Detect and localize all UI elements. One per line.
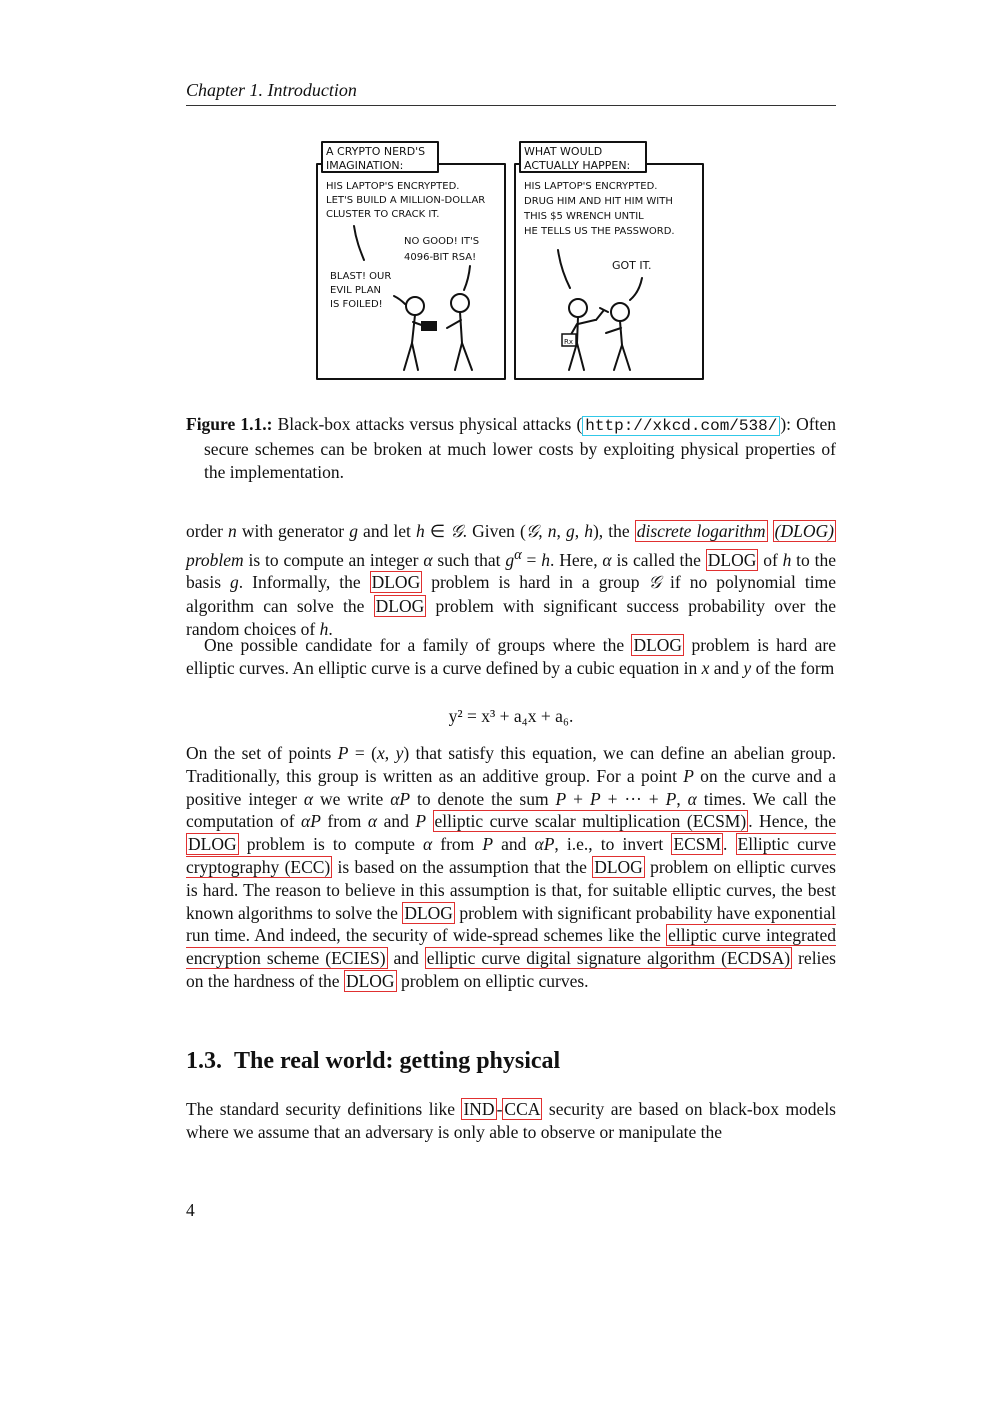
link-ecsm[interactable]: elliptic curve scalar multiplication (ECSM)	[434, 811, 747, 832]
link-ecies[interactable]: elliptic curve integrated encryption scheme (ECIES)	[186, 925, 836, 969]
figure-caption	[186, 413, 836, 484]
link-dlog[interactable]: DLOG	[188, 834, 237, 855]
figure-label: Figure 1.1.:	[186, 414, 273, 434]
page-number: 4	[186, 1200, 195, 1220]
link-dlog[interactable]: DLOG	[404, 902, 453, 923]
left-panel-title: A CRYPTO NERD'S IMAGINATION:	[326, 145, 426, 172]
caption-text-1: Black-box attacks versus physical attacks (	[272, 414, 583, 434]
xkcd-comic-figure	[312, 138, 712, 386]
link-ecdsa[interactable]: elliptic curve digital signature algorithm (ECDSA)	[426, 948, 791, 969]
header-rule	[186, 105, 836, 106]
left-panel-caption: HIS LAPTOP'S ENCRYPTED. LET'S BUILD A MILLION-DOLLAR CLUSTER TO CRACK IT.	[326, 181, 486, 220]
link-ind[interactable]: IND	[463, 1099, 495, 1119]
paragraph-physical: The standard security definitions like IND - CCA security are based on black-box models where we assume that an adversary is only able to observe or manipulate the	[186, 1099, 836, 1142]
right-panel-speech: GOT IT.	[612, 259, 652, 272]
link-dlog-abbrev[interactable]: (DLOG)	[774, 521, 834, 541]
link-dlog[interactable]: DLOG	[633, 635, 683, 655]
link-dlog[interactable]: DLOG	[375, 596, 425, 617]
link-dlog[interactable]: DLOG	[371, 572, 421, 593]
equation-elliptic-curve: y² = x³ + a₄x + a₆.	[448, 706, 574, 726]
link-dlog[interactable]: DLOG	[707, 549, 757, 570]
running-head: Chapter 1. Introduction	[186, 80, 357, 100]
paragraph-elliptic-curves: One possible candidate for a family of groups where the DLOG problem is hard are elliptic curves. An elliptic curve is a curve defined by a cubic equation in x and y of the form	[186, 635, 837, 678]
section-title: The real world: getting physical	[234, 1048, 561, 1074]
svg-text:Rx: Rx	[564, 338, 574, 346]
section-number: 1.3.	[186, 1048, 222, 1074]
section-heading	[186, 1048, 836, 1075]
link-cca[interactable]: CCA	[504, 1099, 541, 1119]
link-ecsm[interactable]: ECSM	[673, 834, 722, 855]
paragraph-dlog: order n with generator g and let h ∈ 𝒢. Given (𝒢, n, g, h), the discrete logarithm (DLOG) problem is to compute an integer α such that $g^\alpha = h$. Here, α is called the DLOG of h to the basis g. Informally, the DLOG problem is hard in a group 𝒢 if no polynomial time algorithm can solve the DLOG problem with significant success probability over the random choices of h.	[186, 521, 837, 640]
right-panel-caption: HIS LAPTOP'S ENCRYPTED. DRUG HIM AND HIT HIM WITH THIS $5 WRENCH UNTIL HE TELLS US THE PASSWORD.	[524, 181, 675, 237]
link-dlog-definition[interactable]: discrete logarithm	[636, 521, 766, 541]
laptop-icon	[421, 321, 437, 331]
left-panel-speech-right: NO GOOD! IT'S 4096-BIT RSA!	[404, 236, 480, 263]
caption-text-2: ): Often secure schemes can be broken at much lower costs by exploiting physical properties of the implementation.	[204, 414, 836, 482]
link-ecc[interactable]: Elliptic curve cryptography (ECC)	[186, 834, 836, 877]
right-panel-title: WHAT WOULD ACTUALLY HAPPEN:	[524, 145, 631, 172]
paragraph-ecsm: On the set of points P = (x, y) that satisfy this equation, we can define an abelian group. Traditionally, this group is written as an additive group. For a point P on the curve and a positive integer α we write αP to denote the sum P + P + ··· + P, α times. We call the computation of αP from α and P elliptic curve scalar multiplication (ECSM) . Hence, the DLOG problem is to compute α from P and αP, i.e., to invert ECSM . Elliptic curve cryptography (ECC) is based on the assumption that the DLOG problem on elliptic curves is hard. The reason to believe in this assumption is that, for suitable elliptic curves, the best known algorithms to solve the DLOG problem with significant probability have exponential run time. And indeed, the security of wide-spread schemes like the elliptic curve integrated encryption scheme (ECIES) and elliptic curve digital signature algorithm (ECDSA) relies on the hardness of the DLOG problem on elliptic curves.	[186, 743, 837, 991]
link-dlog[interactable]: DLOG	[594, 856, 643, 877]
left-panel-speech-left: BLAST! OUR EVIL PLAN IS FOILED!	[330, 271, 392, 310]
link-dlog[interactable]: DLOG	[345, 970, 395, 991]
figure-url-link[interactable]: http://xkcd.com/538/	[582, 416, 780, 436]
